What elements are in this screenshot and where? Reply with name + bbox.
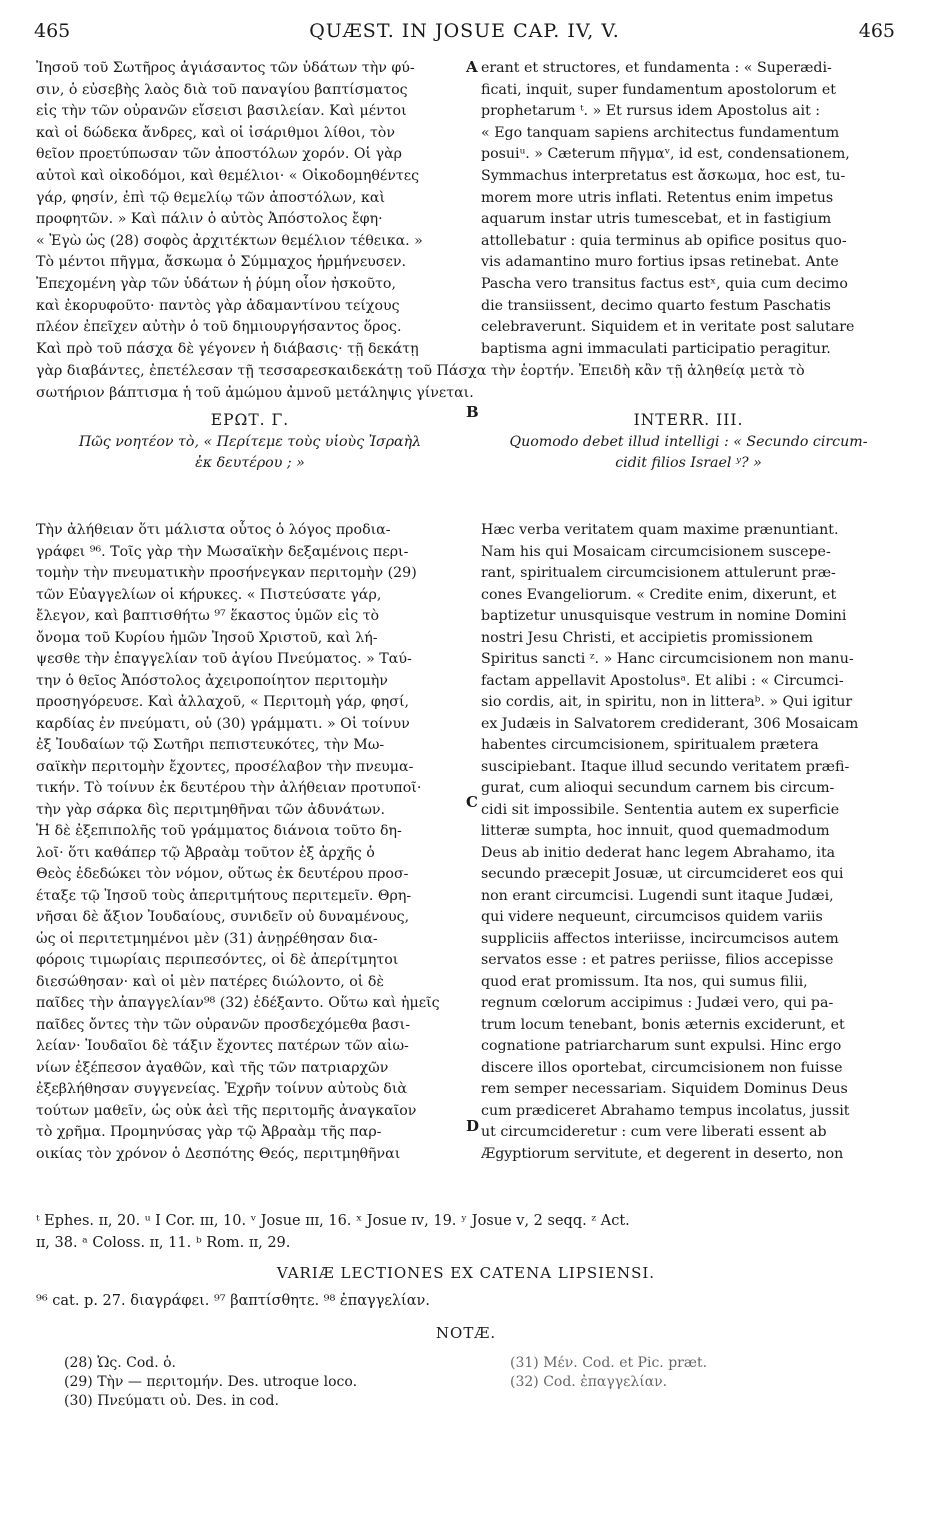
margin-marker-a: A	[466, 58, 478, 76]
latin-body-line: rant, spiritualem circumcisionem attulerunt præ-	[481, 565, 836, 581]
top-greek-line: καὶ ἐκορυφοῦτο· παντὸς γὰρ ἀδαμαντίνου τείχους	[36, 297, 400, 314]
greek-body-line: τομὴν τὴν πνευματικὴν προσήνεγκαν περιτομὴν (29)	[36, 565, 417, 581]
greek-body-line: φόροις τιμωρίαις περιπεσόντες, οἱ δὲ ἀπερίτμητοι	[36, 952, 399, 968]
latin-question-heading: INTERR. III.	[633, 411, 744, 429]
reference-line: ᵗ Ephes. ɪɪ, 20. ᵘ I Cor. ɪɪɪ, 10. ᵛ Josue ɪɪɪ, 16. ˣ Josue ɪᴠ, 19. ʸ Josue ᴠ, 2 seqq. ᶻ Act.	[36, 1213, 630, 1229]
top-latin-line: ficati, inquit, super fundamentum apostolorum et	[481, 81, 836, 98]
greek-body-line: ὄνομα τοῦ Κυρίου ἡμῶν Ἰησοῦ Χριστοῦ, καὶ λή-	[36, 629, 378, 646]
latin-section-heading-block	[481, 410, 896, 475]
greek-body-line: Θεὸς ἐδεδώκει τὸν νόμον, οὕτως ἐκ δευτέρου προσ-	[36, 866, 409, 882]
latin-body-line: nostri Jesu Christi, et accipietis promissionem	[481, 629, 813, 646]
greek-body-line: ἐξ Ἰουδαίων τῷ Σωτῆρι πεπιστευκότες, τὴν Μω-	[36, 737, 385, 753]
top-latin-line: erant et structores, et fundamenta : « Superædi-	[481, 60, 832, 76]
top-latin-line: baptisma agni immaculati participatio peragitur.	[481, 340, 831, 357]
latin-body-line: trum locum tenebant, bonis æternis exciderunt, et	[481, 1016, 845, 1033]
top-greek-line: πλέον ἐπεῖχεν αὐτὴν ὁ τοῦ δημιουργήσαντος ὅρος.	[36, 319, 402, 336]
latin-body-line: quod erat promissum. Ita nos, qui sumus filii,	[481, 973, 808, 990]
greek-body-line: Ἡ δὲ ἐξεπιπολῆς τοῦ γράμματος διάνοια τοῦτο δη-	[36, 823, 402, 839]
latin-body-line: baptizetur unusquisque vestrum in nomine Domini	[481, 608, 847, 624]
variae-title: VARIÆ LECTIONES EX CATENA LIPSIENSI.	[276, 1264, 656, 1282]
greek-body-line: ψεσθε τὴν ἐπαγγελίαν τοῦ ἁγίου Πνεύματος. » Ταύ-	[36, 651, 412, 667]
latin-body-line: ut circumcideretur : cum vere liberati essent ab	[481, 1124, 827, 1140]
greek-body-line: ἐξεβλήθησαν συγγενείας. Ἐχρῆν τοίνυν αὐτοὺς διὰ	[36, 1081, 407, 1097]
latin-body-line: regnum cœlorum accipimus : Judæi vero, qui pa-	[481, 995, 834, 1011]
greek-body-line: καρδίας ἐν πνεύματι, οὐ (30) γράμματι. » Οἱ τοίνυν	[36, 715, 410, 732]
greek-body-line: τὴν γὰρ σάρκα δὶς περιτμηθῆναι τῶν ἀδυνάτων.	[36, 801, 386, 818]
top-latin-line: prophetarum ᵗ. » Et rursus idem Apostolus ait :	[481, 103, 821, 120]
top-latin-line: celebraverunt. Siquidem et in veritate post salutare	[481, 319, 855, 336]
top-greek-line: Τὸ μέντοι πῆγμα, ἄσκωμα ὁ Σύμμαχος ἡρμήνευσεν.	[36, 254, 406, 271]
page-number-right: 465	[858, 20, 895, 42]
greek-body-line: τικήν. Τὸ τοίνυν ἐκ δευτέρου τὴν ἀλήθειαν προτυποῖ·	[36, 780, 422, 796]
latin-body-line: Ægyptiorum servitute, et degerent in deserto, non	[481, 1145, 844, 1162]
latin-body-line: habentes circumcisionem, spiritualem prætera	[481, 737, 819, 753]
latin-body-line: Spiritus sancti ᶻ. » Hanc circumcisionem non manu-	[481, 651, 854, 667]
latin-body-line: suscipiebant. Itaque illud secundo veritatem præfi-	[481, 758, 850, 775]
top-greek-line: Ἰησοῦ τοῦ Σωτῆρος ἁγιάσαντος τῶν ὑδάτων τὴν φύ-	[36, 60, 415, 76]
latin-body-line: factam appellavit Apostolusᵃ. Et alibi : « Circumci-	[481, 672, 844, 689]
latin-body-line: secundo præcepit Josuæ, ut circumcideret eos qui	[481, 866, 844, 882]
greek-body-line: νῆσαι δὲ ἄξιον Ἰουδαίους, συνιδεῖν οὐ δυναμένους,	[36, 909, 410, 925]
latin-body-line: litteræ sumpta, hoc innuit, quod quemadmodum	[481, 823, 830, 839]
top-greek-line: προφητῶν. » Καὶ πάλιν ὁ αὐτὸς Ἀπόστολος ἔφη·	[36, 211, 383, 228]
top-latin-line: Pascha vero transitus factus estˣ, quia cum decimo	[481, 275, 848, 292]
top-greek-line: « Ἐγὼ ὡς (28) σοφὸς ἀρχιτέκτων θεμέλιον τέθεικα. »	[36, 232, 423, 249]
top-greek-line: γάρ, φησίν, ἐπὶ τῷ θεμελίῳ τῶν ἀποστόλων, καὶ	[36, 189, 386, 206]
variae-text: ⁹⁶ cat. p. 27. διαγράφει. ⁹⁷ βαπτίσθητε. ⁹⁸ ἐπαγγελίαν.	[36, 1293, 430, 1309]
latin-body-line: cones Evangeliorum. « Credite enim, dixerunt, et	[481, 586, 837, 603]
greek-body-line: λοῖ· ὅτι καθάπερ τῷ Ἀβραὰμ τοῦτον ἐξ ἀρχῆς ὁ	[36, 844, 375, 861]
top-latin-line: attollebatur : quia terminus ab opifice positus quo-	[481, 232, 847, 249]
top-latin-line: posuiᵘ. » Cæterum πῆγμαᵛ, id est, condensationem,	[481, 146, 850, 163]
greek-body-line: ἔλεγον, καὶ βαπτισθήτω ⁹⁷ ἕκαστος ὑμῶν εἰς τὸ	[36, 608, 380, 624]
latin-body-line: cidi sit impossibile. Sententia autem ex superficie	[481, 801, 840, 818]
top-greek-line: αὐτοὶ καὶ οἰκοδόμοι, καὶ θεμέλιοι· « Οἰκοδομηθέντες	[36, 167, 420, 184]
margin-marker-d: D	[466, 1117, 480, 1135]
greek-body-line: οικίας τὸν χρόνον ὁ Δεσπότης Θεός, περιτμηθῆναι	[36, 1145, 401, 1162]
greek-body-line: νίων ἐξέπεσον ἀγαθῶν, καὶ τῆς τῶν πατριαρχῶν	[36, 1059, 389, 1076]
notae-left-column	[64, 1354, 464, 1411]
top-latin-column	[481, 58, 896, 360]
latin-body-line: Deus ab initio dederat hanc legem Abrahamo, ita	[481, 844, 836, 861]
latin-body-line: Nam his qui Mosaicam circumcisionem suscepe-	[481, 543, 831, 560]
top-greek-line: καὶ οἱ δώδεκα ἄνδρες, καὶ οἱ ἰσάριθμοι λίθοι, τὸν	[36, 124, 395, 141]
greek-body-line: παῖδες τὴν ἀπαγγελίαν⁹⁸ (32) ἐδέξαντο. Οὕτω καὶ ἡμεῖς	[36, 995, 440, 1011]
latin-subheading-line: Quomodo debet illud intelligi : « Secundo circum-	[509, 433, 868, 450]
note-left-line: (28) Ὡς. Cod. ὁ.	[64, 1355, 176, 1371]
full-width-line: σωτήριον βάπτισμα ἡ τοῦ ἀμώμου ἀμνοῦ μετάληψις γίνεται.	[36, 384, 474, 401]
greek-body-line: την ὁ θεῖος Ἀπόστολος ἀχειροποίητον περιτομὴν	[36, 672, 388, 689]
top-greek-line: θεῖον προετύπωσαν τῶν ἀποστόλων χορόν. Οἱ γὰρ	[36, 146, 402, 163]
greek-body-line: ὡς οἱ περιτετμημένοι μὲν (31) ἀνῃρέθησαν δια-	[36, 930, 378, 947]
greek-body-line: διεσώθησαν· καὶ οἱ μὲν πατέρες διώλοντο, οἱ δὲ	[36, 973, 385, 990]
top-greek-line: Ἐπεχομένη γὰρ τῶν ὑδάτων ἡ ῥύμη οἷον ἠσκοῦτο,	[36, 275, 396, 292]
running-header	[34, 20, 895, 48]
greek-question-subheading	[36, 432, 464, 475]
notae-title-block	[36, 1322, 896, 1344]
latin-body-line: gurat, cum alioqui secundum carnem bis circum-	[481, 780, 835, 796]
top-latin-line: aquarum instar utris tumescebat, et in fastigium	[481, 211, 832, 228]
latin-body-line: sio cordis, ait, in spiritu, non in litteraᵇ. » Qui igitur	[481, 694, 853, 710]
variae-lectiones	[36, 1262, 896, 1312]
latin-question-subheading	[481, 432, 896, 475]
top-greek-line: εἰς τὴν τῶν οὐρανῶν εἴσεισι βασιλείαν. Καὶ μέντοι	[36, 103, 407, 120]
greek-body-line: έταξε τῷ Ἰησοῦ τοὺς ἀπεριτμήτους περιτεμεῖν. Θρη-	[36, 887, 412, 904]
greek-body-line: παῖδες ὄντες τὴν τῶν οὐρανῶν προσδεχόμεθα βασι-	[36, 1016, 411, 1033]
latin-body-line: servatos esse : et patres periisse, filios accepisse	[481, 952, 834, 968]
greek-body-line: τὸ χρῆμα. Προμηνύσας γὰρ τῷ Ἀβραὰμ τῆς παρ-	[36, 1124, 382, 1140]
latin-body-line: rem semper necessariam. Siquidem Dominus Deus	[481, 1081, 848, 1097]
greek-body-line: προσηγόρευσε. Καὶ ἀλλαχοῦ, « Περιτομὴ γάρ, φησί,	[36, 694, 410, 710]
top-latin-line: die transiissent, decimo quarto festum Paschatis	[481, 297, 831, 314]
full-width-passage	[36, 361, 896, 404]
greek-body-column	[36, 520, 464, 1165]
greek-body-line: σαϊκὴν περιτομὴν ἔχοντες, προσέλαβον τὴν πνευμα-	[36, 758, 414, 775]
top-latin-line: vis adamantino muro fortius ipsas retinebat. Ante	[481, 254, 839, 271]
note-right-line: (32) Cod. ἐπαγγελίαν.	[510, 1374, 668, 1390]
top-greek-column	[36, 58, 464, 360]
latin-body-line: qui videre nequeunt, circumcisos quidem variis	[481, 909, 823, 925]
full-width-line: γὰρ διαβάντες, ἐπετέλεσαν τῇ τεσσαρεσκαιδεκάτῃ τοῦ Πάσχα τὴν ἑορτήν. Ἐπειδὴ κἂν τῇ ἀληθείᾳ μετὰ τὸ	[36, 363, 805, 379]
top-latin-line: morem more utris inflati. Retentus enim impetus	[481, 189, 834, 206]
latin-subheading-line: cidit filios Israel ʸ? »	[615, 455, 762, 472]
latin-body-line: discere illos oportebat, circumcisionem non fuisse	[481, 1059, 843, 1076]
latin-body-line: ex Judæis in Salvatorem crediderant, 306 Mosaicam	[481, 715, 859, 732]
greek-question-heading: ΕΡΩΤ. Γ.	[210, 411, 290, 429]
greek-body-line: λείαν· Ἰουδαῖοι δὲ τάξιν ἔχοντες πατέρων τῶν αἰω-	[36, 1038, 409, 1054]
top-greek-line: Καὶ πρὸ τοῦ πάσχα δὲ γέγονεν ἡ διάβασις· τῇ δεκάτῃ	[36, 340, 419, 357]
latin-body-line: cum prædiceret Abrahamo tempus incolatus, jussit	[481, 1102, 850, 1119]
top-latin-line: Symmachus interpretatus est ἄσκωμα, hoc est, tu-	[481, 167, 846, 184]
margin-marker-b: B	[466, 403, 479, 421]
greek-subheading-line: Πῶς νοητέον τὸ, « Περίτεμε τοὺς υἱοὺς Ἰσραὴλ	[78, 433, 422, 450]
page-number-left: 465	[34, 20, 71, 42]
top-greek-line: σιν, ὁ εὐσεβὴς λαὸς διὰ τοῦ παναγίου βαπτίσματος	[36, 81, 408, 98]
greek-body-line: Τὴν ἀλήθειαν ὅτι μάλιστα οὗτος ὁ λόγος προδια-	[36, 522, 391, 538]
greek-body-line: τῶν Εὐαγγελίων οἱ κήρυκες. « Πιστεύσατε γάρ,	[36, 586, 382, 603]
note-right-line: (31) Μέν. Cod. et Pic. præt.	[510, 1355, 708, 1371]
top-latin-line: « Ego tanquam sapiens architectus fundamentum	[481, 124, 840, 141]
note-left-line: (30) Πνεύματι οὐ. Des. in cod.	[64, 1393, 279, 1409]
greek-body-line: γράφει ⁹⁶. Τοῖς γὰρ τὴν Μωσαϊκὴν δεξαμένοις περι-	[36, 543, 409, 560]
greek-body-line: τούτων μαθεῖν, ὡς οὐκ ἀεὶ τῆς περιτομῆς ἀναγκαῖον	[36, 1102, 417, 1119]
latin-body-line: non erant circumcisi. Lugendi sunt itaque Judæi,	[481, 887, 834, 904]
latin-body-line: suppliciis affectos interiisse, incircumcisos autem	[481, 930, 839, 947]
reference-line: ɪɪ, 38. ᵃ Coloss. ɪɪ, 11. ᵇ Rom. ɪɪ, 29.	[36, 1235, 291, 1251]
latin-body-line: Hæc verba veritatem quam maxime prænuntiant.	[481, 522, 839, 538]
greek-section-heading-block	[36, 410, 464, 475]
running-title: QUÆST. IN JOSUE CAP. IV, V.	[309, 20, 620, 42]
scripture-references	[36, 1210, 896, 1254]
notae-title: NOTÆ.	[435, 1324, 497, 1342]
latin-body-column	[481, 520, 896, 1165]
notae-right-column	[510, 1354, 890, 1392]
latin-body-line: cognatione patriarcharum sunt expulsi. Hinc ergo	[481, 1038, 842, 1054]
note-left-line: (29) Τὴν — περιτομήν. Des. utroque loco.	[64, 1374, 358, 1390]
margin-marker-c: C	[466, 793, 478, 811]
greek-subheading-line: ἐκ δευτέρου ; »	[195, 455, 305, 472]
